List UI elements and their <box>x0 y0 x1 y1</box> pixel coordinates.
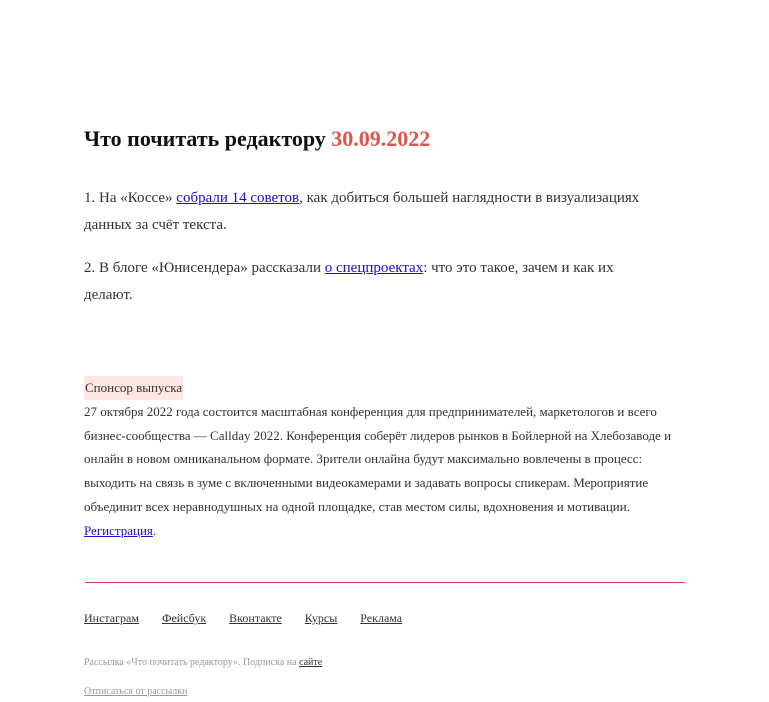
subscription-text: Рассылка «Что почитать редактору». Подписка на <box>84 657 300 668</box>
issue-date: 30.09.2022 <box>331 126 431 151</box>
unsubscribe-link[interactable]: Отписаться от рассылки <box>84 686 188 697</box>
item-link-special-projects[interactable]: о спецпроектах <box>324 260 424 276</box>
footer-divider <box>85 582 685 583</box>
sponsor-text: 27 октября 2022 года состоится масштабная конференция для предпринимателей, маркетологов и всего бизнес-сообщества — Callday 2022. Конференция соберёт лидеров рынков в Бойлерной на Хлебозаводе и онлайн в новом омниканальном формате. Зрители онлайна будут максимально вовлечены в процесс: выходить на связь в зуме с включенными видеокамерами и задавать вопросы спикерам. Мероприятие объединит всех неравнодушных на одной площадке, став местом силы, вдохновения и мотивации. <box>84 403 672 514</box>
subscription-note <box>84 656 322 670</box>
item-text-before: 1. На «Коссе» <box>84 190 177 206</box>
subscription-site-link[interactable]: сайте <box>299 657 323 668</box>
item-text-before: 2. В блоге «Юнисендера» рассказали <box>84 260 325 276</box>
list-item <box>84 185 684 239</box>
sponsor-text-end: . <box>152 522 157 538</box>
list-item <box>84 255 644 309</box>
footer-link-ads[interactable]: Реклама <box>360 611 403 625</box>
registration-link[interactable]: Регистрация <box>84 522 153 538</box>
title-text: Что почитать редактору <box>84 126 326 151</box>
unsubscribe-row <box>84 685 187 699</box>
item-text-after: , как добиться большей наглядности в визуализациях данных за счёт текста. <box>84 190 640 233</box>
footer-link-instagram[interactable]: Инстаграм <box>84 611 139 625</box>
sponsor-block <box>84 376 684 543</box>
footer-nav <box>84 610 425 626</box>
footer-link-courses[interactable]: Курсы <box>304 611 338 625</box>
footer-link-vkontakte[interactable]: Вконтакте <box>229 611 282 625</box>
sponsor-label: Спонсор выпуска <box>84 376 183 400</box>
page-title <box>84 124 430 154</box>
item-text-after: : что это такое, зачем и как их делают. <box>84 260 614 303</box>
item-link-kosse-tips[interactable]: собрали 14 советов <box>176 190 300 206</box>
footer-link-facebook[interactable]: Фейсбук <box>161 611 207 625</box>
